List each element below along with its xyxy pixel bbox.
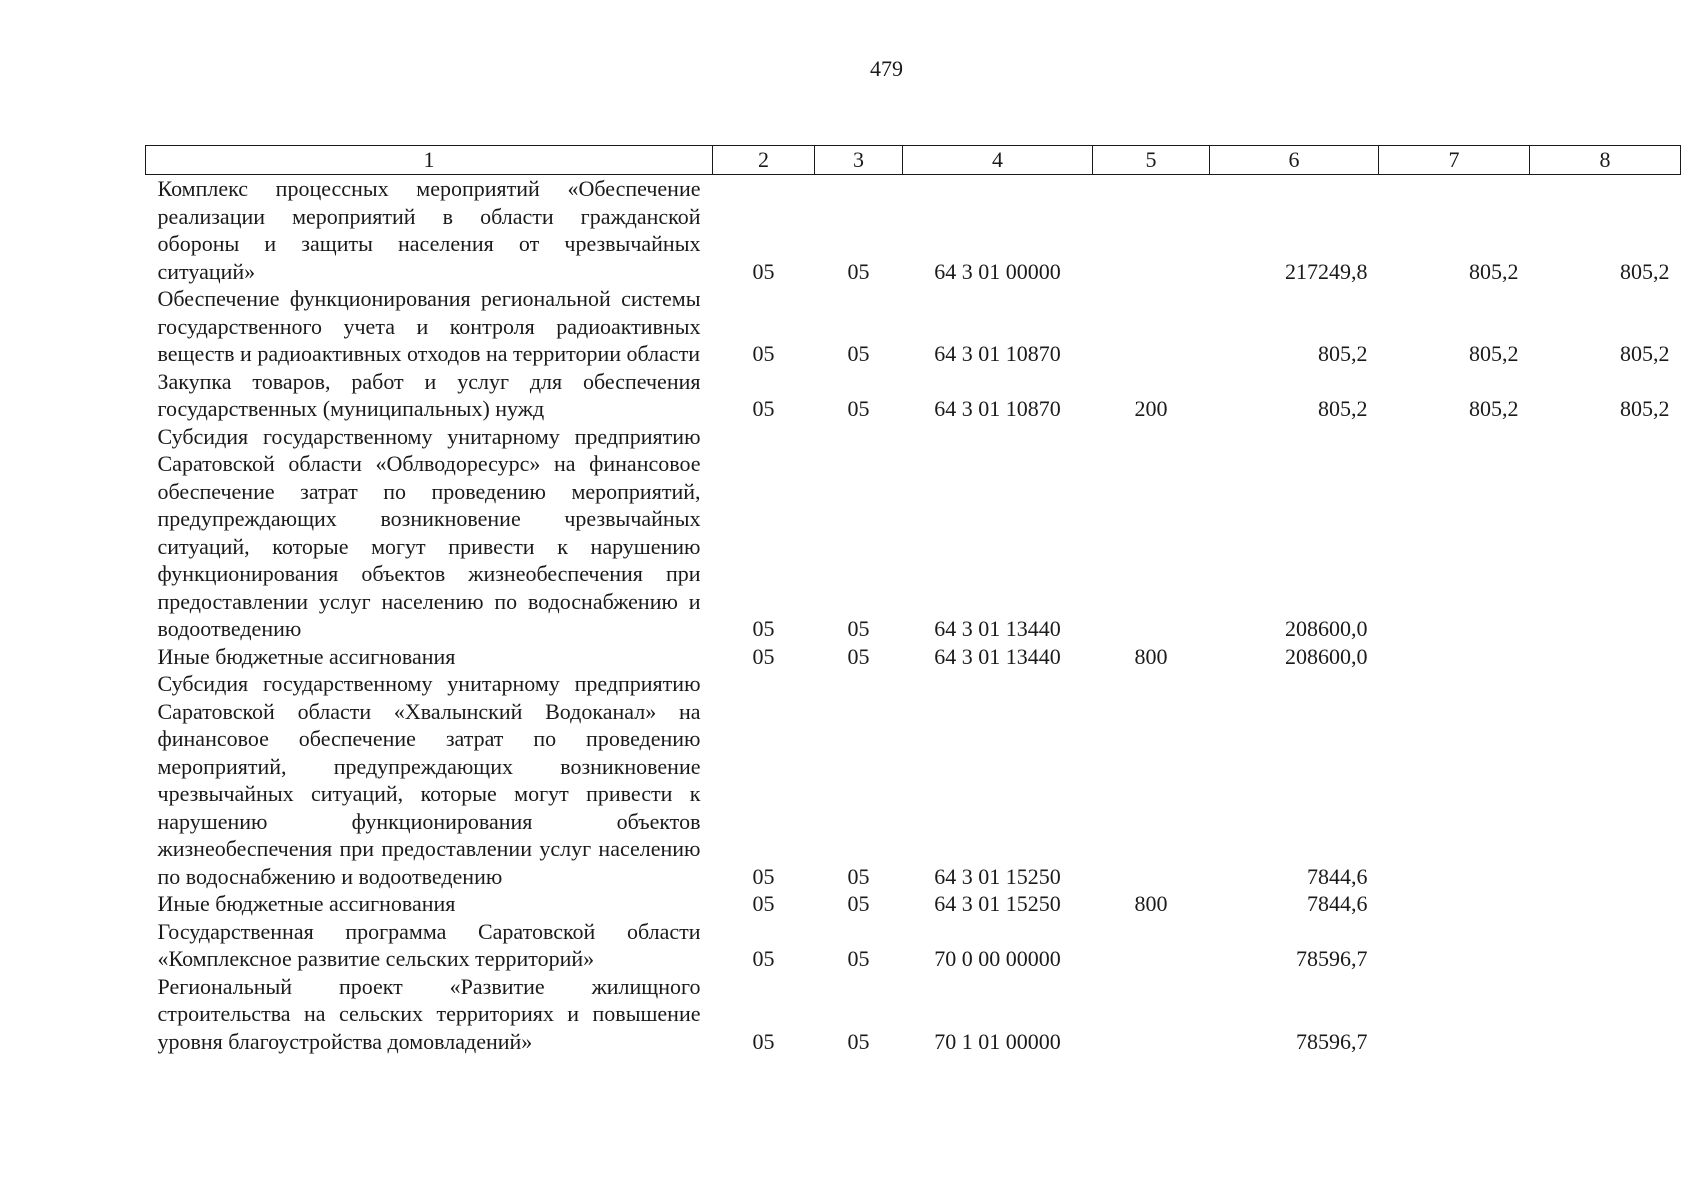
table-row — [146, 670, 1681, 890]
table-row — [146, 890, 1681, 918]
amount-cell-6: 78596,7 — [1296, 946, 1368, 971]
page-number: 479 — [870, 56, 903, 81]
amount-cell-7: 805,2 — [1469, 341, 1519, 366]
expense-type-cell — [1093, 973, 1210, 1056]
section-cell: 05 — [752, 1028, 775, 1054]
amount-cell-7 — [1379, 423, 1530, 643]
subsection-cell: 05 — [847, 643, 870, 669]
target-article-cell: 64 3 01 00000 — [934, 258, 1061, 284]
amount-cell-7 — [1379, 973, 1530, 1056]
row-name-cell: Субсидия государственному унитарному предприятию Саратовской области «Облводоресурс» на финансовое обеспечение затрат по проведению мероприятий, предупреждающих возникновение чрезвычайных ситуаций, которые могут привести к нарушению функционирования объектов жизнеобеспечения при предоставлении услуг населению по водоснабжению и водоотведению — [157, 423, 701, 641]
amount-cell-7 — [1379, 918, 1530, 973]
section-cell: 05 — [752, 863, 775, 889]
amount-cell-7: 805,2 — [1469, 258, 1519, 284]
expense-type-cell — [1093, 423, 1210, 643]
target-article-cell: 64 3 01 10870 — [934, 396, 1061, 421]
budget-table — [145, 145, 1681, 1055]
target-article-cell: 64 3 01 13440 — [934, 643, 1061, 669]
amount-cell-8: 805,2 — [1620, 341, 1670, 366]
subsection-cell: 05 — [847, 341, 870, 366]
subsection-cell: 05 — [847, 891, 870, 916]
column-header: 8 — [1530, 146, 1681, 175]
expense-type-cell: 800 — [1134, 643, 1168, 669]
subsection-cell: 05 — [847, 396, 870, 421]
header-row — [146, 146, 1681, 175]
target-article-cell: 64 3 01 10870 — [934, 341, 1061, 366]
expense-type-cell — [1093, 670, 1210, 890]
table-row — [146, 423, 1681, 643]
amount-cell-6: 208600,0 — [1285, 616, 1368, 641]
amount-cell-7 — [1379, 890, 1530, 918]
row-name-cell: Закупка товаров, работ и услуг для обеспечения государственных (муниципальных) нужд — [157, 368, 701, 421]
amount-cell-8 — [1530, 643, 1681, 671]
table-row — [146, 175, 1681, 286]
amount-cell-6: 217249,8 — [1285, 258, 1368, 284]
amount-cell-6: 78596,7 — [1296, 1028, 1368, 1054]
amount-cell-6: 805,2 — [1318, 396, 1368, 421]
amount-cell-6: 208600,0 — [1285, 643, 1368, 669]
target-article-cell: 64 3 01 13440 — [934, 616, 1061, 641]
row-name-cell: Субсидия государственному унитарному предприятию Саратовской области «Хвалынский Водоканал» на финансовое обеспечение затрат по проведению мероприятий, предупреждающих возникновение чрезвычайных ситуаций, которые могут привести к нарушению функционирования объектов жизнеобеспечения при предоставлении услуг населению по водоснабжению и водоотведению — [157, 671, 701, 889]
section-cell: 05 — [752, 616, 775, 641]
column-header: 6 — [1210, 146, 1379, 175]
amount-cell-7: 805,2 — [1469, 396, 1519, 421]
section-cell: 05 — [752, 946, 775, 971]
expense-type-cell — [1093, 918, 1210, 973]
subsection-cell: 05 — [847, 863, 870, 889]
column-header: 4 — [903, 146, 1093, 175]
expense-type-cell: 200 — [1134, 396, 1168, 421]
target-article-cell: 70 0 00 00000 — [934, 946, 1061, 971]
expense-type-cell: 800 — [1134, 891, 1168, 916]
table-row — [146, 368, 1681, 423]
amount-cell-8 — [1530, 890, 1681, 918]
section-cell: 05 — [752, 258, 775, 284]
row-name-cell: Иные бюджетные ассигнования — [157, 643, 456, 669]
subsection-cell: 05 — [847, 258, 870, 284]
section-cell: 05 — [752, 643, 775, 669]
expense-type-cell — [1093, 175, 1210, 286]
column-header: 2 — [713, 146, 815, 175]
column-header: 5 — [1093, 146, 1210, 175]
row-name-cell: Иные бюджетные ассигнования — [157, 891, 456, 916]
subsection-cell: 05 — [847, 946, 870, 971]
column-header: 7 — [1379, 146, 1530, 175]
amount-cell-6: 805,2 — [1318, 341, 1368, 366]
amount-cell-8 — [1530, 423, 1681, 643]
table-row — [146, 285, 1681, 368]
expense-type-cell — [1093, 285, 1210, 368]
amount-cell-8 — [1530, 918, 1681, 973]
target-article-cell: 64 3 01 15250 — [934, 891, 1061, 916]
amount-cell-8 — [1530, 973, 1681, 1056]
section-cell: 05 — [752, 341, 775, 366]
amount-cell-7 — [1379, 643, 1530, 671]
amount-cell-6: 7844,6 — [1307, 863, 1368, 889]
target-article-cell: 64 3 01 15250 — [934, 863, 1061, 889]
amount-cell-6: 7844,6 — [1307, 891, 1368, 916]
subsection-cell: 05 — [847, 1028, 870, 1054]
amount-cell-8 — [1530, 670, 1681, 890]
amount-cell-8: 805,2 — [1620, 258, 1670, 284]
column-header: 1 — [146, 146, 713, 175]
section-cell: 05 — [752, 396, 775, 421]
row-name-cell: Государственная программа Саратовской области «Комплексное развитие сельских территорий» — [157, 918, 701, 971]
target-article-cell: 70 1 01 00000 — [934, 1028, 1061, 1054]
table-row — [146, 643, 1681, 671]
section-cell: 05 — [752, 891, 775, 916]
column-header: 3 — [815, 146, 903, 175]
amount-cell-7 — [1379, 670, 1530, 890]
row-name-cell: Обеспечение функционирования региональной системы государственного учета и контроля радиоактивных веществ и радиоактивных отходов на территории области — [157, 286, 701, 366]
table-row — [146, 918, 1681, 973]
row-name-cell: Комплекс процессных мероприятий «Обеспечение реализации мероприятий в области гражданской обороны и защиты населения от чрезвычайных ситуаций» — [157, 176, 701, 284]
amount-cell-8: 805,2 — [1620, 396, 1670, 421]
subsection-cell: 05 — [847, 616, 870, 641]
row-name-cell: Региональный проект «Развитие жилищного строительства на сельских территориях и повышение уровня благоустройства домовладений» — [157, 973, 701, 1054]
table-row — [146, 973, 1681, 1056]
